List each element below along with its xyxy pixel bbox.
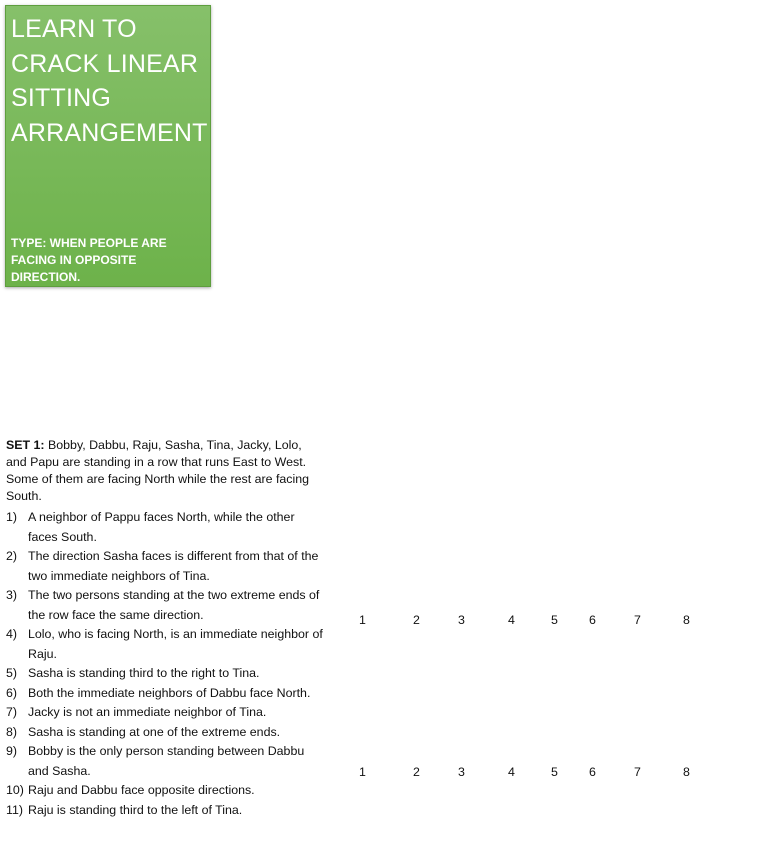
clue-number: 10) bbox=[6, 783, 24, 797]
clue-item bbox=[6, 742, 324, 781]
clue-number: 6) bbox=[6, 685, 18, 700]
clue-item bbox=[6, 625, 324, 664]
position-number: 8 bbox=[683, 765, 690, 779]
clue-text: Sasha is standing at one of the extreme ends. bbox=[28, 724, 281, 739]
position-number: 4 bbox=[508, 613, 515, 627]
clue-list bbox=[6, 508, 324, 820]
clue-number: 9) bbox=[6, 744, 18, 758]
clue-text: Raju and Dabbu face opposite directions. bbox=[28, 783, 255, 797]
position-number: 3 bbox=[458, 613, 465, 627]
clue-text: The direction Sasha faces is different from that of the two immediate neighbors of Tina. bbox=[28, 549, 319, 583]
clue-text: Lolo, who is facing North, is an immediate neighbor of Raju. bbox=[28, 627, 323, 661]
clue-number: 7) bbox=[6, 705, 18, 719]
clue-text: A neighbor of Pappu faces North, while the other faces South. bbox=[28, 510, 295, 544]
position-number: 1 bbox=[359, 765, 366, 779]
set-intro bbox=[6, 437, 318, 505]
clue-item bbox=[6, 586, 324, 625]
clue-number: 2) bbox=[6, 549, 18, 563]
clue-item bbox=[6, 547, 324, 586]
clue-text: Both the immediate neighbors of Dabbu face North. bbox=[28, 685, 311, 700]
cover-card bbox=[5, 5, 211, 287]
clue-text: Bobby is the only person standing between Dabbu and Sasha. bbox=[28, 744, 305, 778]
clue-text: Jacky is not an immediate neighbor of Tina. bbox=[28, 705, 267, 719]
position-number: 7 bbox=[634, 613, 641, 627]
clue-text: Sasha is standing third to the right to Tina. bbox=[28, 666, 260, 680]
clue-number: 3) bbox=[6, 588, 18, 602]
position-number-row bbox=[355, 765, 700, 781]
position-number-row bbox=[355, 613, 700, 629]
set-label: SET 1: bbox=[6, 438, 45, 452]
position-number: 6 bbox=[589, 765, 596, 779]
position-number: 4 bbox=[508, 765, 515, 779]
clue-item bbox=[6, 723, 324, 743]
cover-title: LEARN TO CRACK LINEAR SITTING ARRANGEMENT bbox=[11, 15, 208, 147]
clue-number: 1) bbox=[6, 510, 18, 524]
position-number: 3 bbox=[458, 765, 465, 779]
clue-number: 11) bbox=[6, 802, 23, 817]
position-number: 6 bbox=[589, 613, 596, 627]
clue-item bbox=[6, 664, 324, 684]
clue-text: Raju is standing third to the left of Tina. bbox=[28, 802, 243, 817]
clue-number: 5) bbox=[6, 666, 18, 680]
position-number: 2 bbox=[413, 765, 420, 779]
clue-number: 8) bbox=[6, 724, 18, 739]
clue-number: 4) bbox=[6, 627, 18, 641]
clue-item bbox=[6, 781, 324, 801]
position-number: 1 bbox=[359, 613, 366, 627]
clue-item bbox=[6, 703, 324, 723]
position-number: 8 bbox=[683, 613, 690, 627]
set-intro-text: Bobby, Dabbu, Raju, Sasha, Tina, Jacky, Lolo, and Papu are standing in a row that runs East to West. Some of them are facing North while the rest are facing South. bbox=[6, 438, 310, 503]
clue-item bbox=[6, 508, 324, 547]
clue-text: The two persons standing at the two extreme ends of the row face the same direction. bbox=[28, 588, 320, 622]
cover-subtitle: TYPE: WHEN PEOPLE ARE FACING IN OPPOSITE DIRECTION. bbox=[11, 236, 167, 284]
position-number: 5 bbox=[551, 613, 558, 627]
position-number: 5 bbox=[551, 765, 558, 779]
clue-item bbox=[6, 801, 324, 821]
position-number: 2 bbox=[413, 613, 420, 627]
position-number: 7 bbox=[634, 765, 641, 779]
clue-item bbox=[6, 684, 324, 704]
